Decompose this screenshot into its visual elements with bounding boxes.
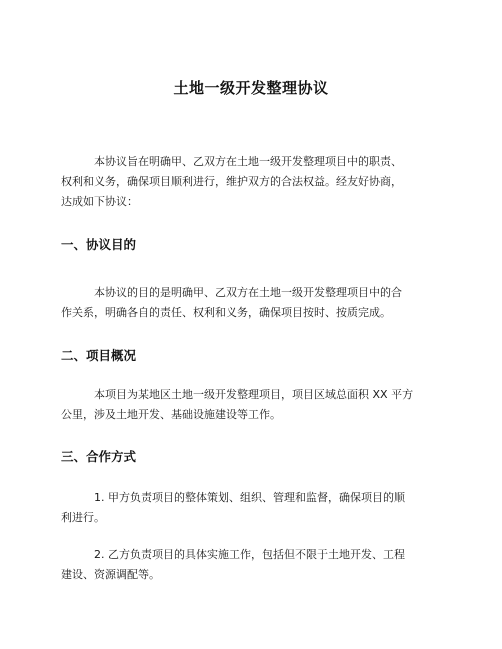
- purpose-line-1: 本协议的目的是明确甲、乙双方在土地一级开发整理项目中的合: [94, 286, 402, 299]
- cooperation-item-1-line-1: 1. 甲方负责项目的整体策划、组织、管理和监督，确保项目的顺: [94, 491, 405, 504]
- section-heading-overview: 二、项目概况: [61, 348, 137, 363]
- overview-line-2: 公里，涉及土地开发、基础设施建设等工作。: [61, 408, 281, 421]
- intro-paragraph: [61, 152, 446, 212]
- section-heading-cooperation: 三、合作方式: [61, 449, 137, 464]
- cooperation-item-2: [61, 545, 446, 585]
- overview-paragraph: [61, 385, 446, 425]
- purpose-line-2: 作关系，明确各自的责任、权利和义务，确保项目按时、按质完成。: [61, 306, 391, 319]
- cooperation-item-1-line-2: 利进行。: [61, 511, 105, 524]
- intro-line-2: 权利和义务，确保项目顺利进行，维护双方的合法权益。经友好协商，: [61, 175, 402, 188]
- intro-line-3: 达成如下协议：: [61, 195, 138, 208]
- cooperation-item-2-line-2: 建设、资源调配等。: [61, 568, 160, 581]
- cooperation-item-1: [61, 488, 446, 528]
- intro-line-1: 本协议旨在明确甲、乙双方在土地一级开发整理项目中的职责、: [94, 155, 402, 168]
- overview-line-1: 本项目为某地区土地一级开发整理项目，项目区域总面积 XX 平方: [94, 388, 414, 401]
- section-heading-purpose: 一、协议目的: [61, 237, 137, 252]
- cooperation-item-2-line-1: 2. 乙方负责项目的具体实施工作，包括但不限于土地开发、工程: [94, 548, 405, 561]
- purpose-paragraph: [61, 283, 446, 323]
- document-title: 土地一级开发整理协议: [173, 79, 329, 97]
